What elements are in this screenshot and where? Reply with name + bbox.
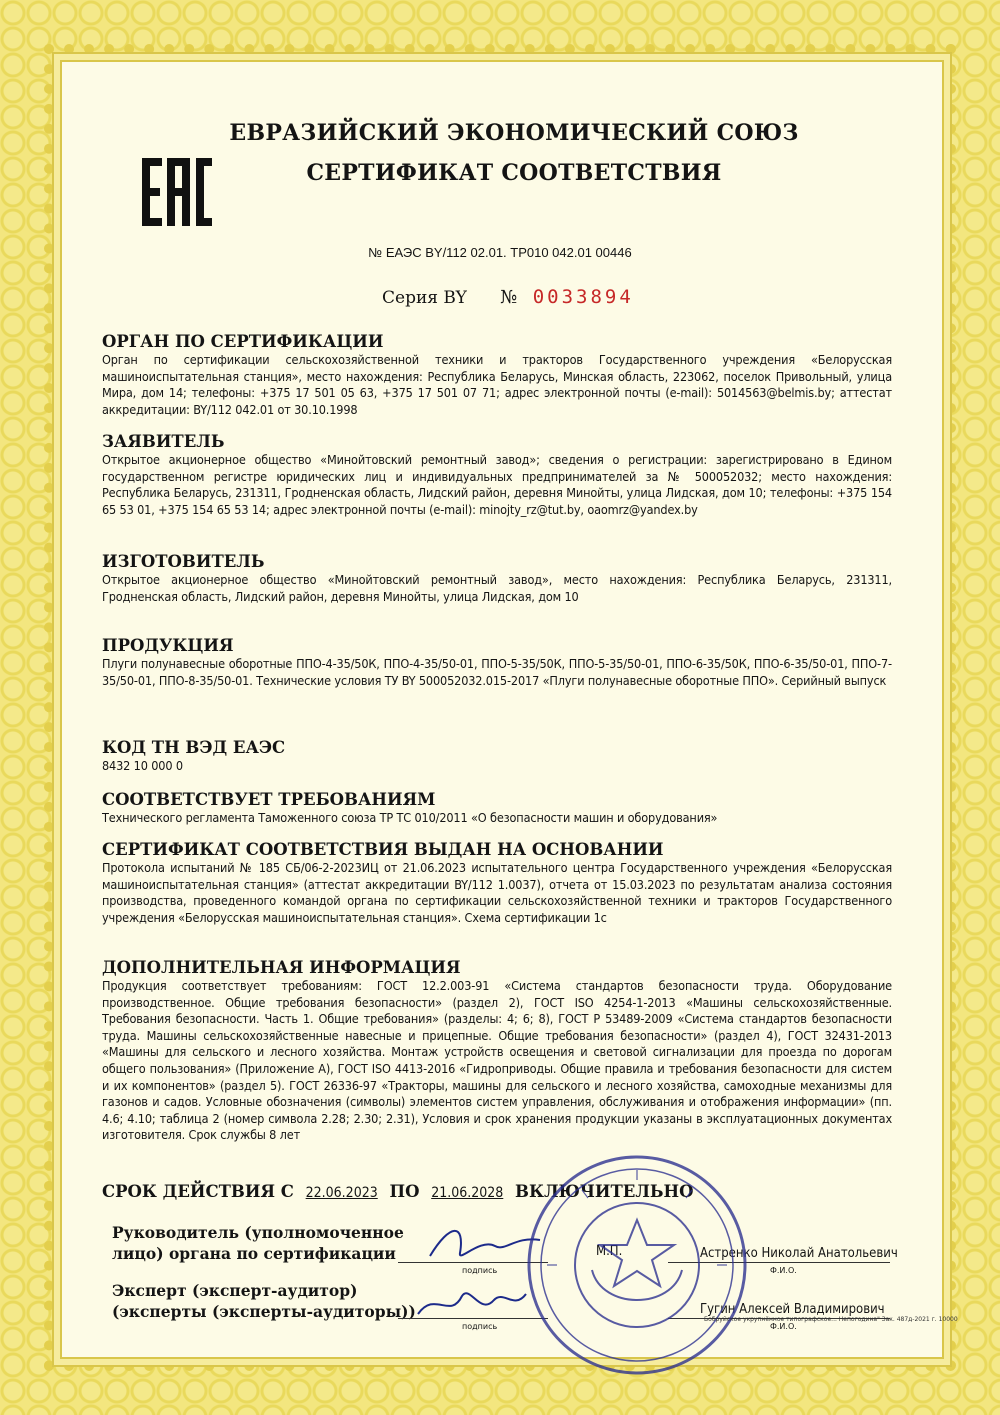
section-applicant [102,432,892,518]
validity-to-label: ПО [389,1182,420,1201]
eac-logo [140,152,214,232]
section-heading: КОД ТН ВЭД ЕАЭС [102,738,286,757]
section-heading: ДОПОЛНИТЕЛЬНАЯ ИНФОРМАЦИЯ [102,958,461,977]
stamp-mark-label: М.П. [596,1244,623,1259]
section-manufacturer [102,552,892,605]
validity-inclusive-label: ВКЛЮЧИТЕЛЬНО [515,1182,694,1201]
section-heading: ИЗГОТОВИТЕЛЬ [102,552,265,571]
section-certification-body [102,332,892,418]
head-name: Астренко Николай Анатольевич [700,1246,898,1261]
print-note: Бобруйское укрупнённое типографское... Непогодина" Зак. 487д-2021 г. 10000 [704,1316,958,1323]
certificate-number: № ЕАЭС BY/112 02.01. ТР010 042.01 00446 [368,245,632,260]
head-label-line-1: Руководитель (уполномоченное [112,1223,404,1242]
section-conforms [102,790,892,827]
section-body: Продукция соответствует требованиям: ГОСТ 12.2.003-91 «Система стандартов безопасности труда. Оборудование производственное. Общие требования безопасности» (раздел 2), ГОСТ ISO 4254-1-2013 «Машины сельскохозяйственные. Требования безопасности. Часть 1. Общие требования» (разделы: 4; 6; 8), ГОСТ Р 53489-2009 «Система стандартов безопасности труда. Машины сельскохозяйственные навесные и прицепные. Общие требования безопасности» (раздел 4), ГОСТ 32431-2013 «Машины для сельского и лесного хозяйства. Монтаж устройств освещения и световой сигнализации для проезда по дорогам общего пользования» (Приложение А), ГОСТ ISO 4413-2016 «Гидроприводы. Общие правила и требования безопасности для систем и их компонентов» (раздел 5). ГОСТ 26336-97 «Тракторы, машины для сельского и лесного хозяйства, самоходные механизмы для газонов и садов. Условные обозначения (символы) элементов систем управления, обслуживания и отображения информации» (пп. 4.6; 4.10; таблица 2 (номер символа 2.28; 2.30; 2.31), Условия и срок хранения продукции указаны в эксплуатационных документах изготовителя. Срок службы 8 лет [102,978,892,1143]
validity-from-label: СРОК ДЕЙСТВИЯ С [102,1182,294,1201]
section-tn-ved-code [102,738,892,775]
head-name-caption: Ф.И.О. [770,1266,797,1275]
section-heading: ОРГАН ПО СЕРТИФИКАЦИИ [102,332,384,351]
eac-mark-icon [140,152,214,232]
head-label-line-2: лицо) органа по сертификации [112,1244,396,1263]
expert-name: Гугин Алексей Владимирович [700,1302,885,1317]
validity-date-to: 21.06.2028 [431,1185,504,1201]
section-issued-basis [102,840,892,926]
series-number: 0033894 [532,286,634,308]
section-products [102,636,892,689]
official-stamp-icon [522,1150,752,1380]
expert-label-line-2: (эксперты (эксперты-аудиторы)) [112,1302,416,1321]
section-heading: ПРОДУКЦИЯ [102,636,234,655]
section-heading: СООТВЕТСТВУЕТ ТРЕБОВАНИЯМ [102,790,436,809]
expert-label [112,1280,416,1322]
series-line [382,286,634,308]
section-body: Открытое акционерное общество «Минойтовский ремонтный завод»; сведения о регистрации: зарегистрировано в Едином государственном регистре юридических лиц и индивидуальных предпринимателей за № 500052032; место нахождения: Республика Беларусь, 231311, Гродненская область, Лидский район, деревня Минойты, улица Лидская, дом 10; телефоны: +375 154 65 53 01, +375 154 65 53 14; адрес электронной почты (e-mail): minojty_rz@tut.by, oaomrz@yandex.by [102,452,892,517]
expert-label-line-1: Эксперт (эксперт-аудитор) [112,1281,358,1300]
validity-period [102,1182,902,1201]
expert-name-caption: Ф.И.О. [770,1322,797,1331]
series-label: Серия BY [382,288,467,308]
section-body: Открытое акционерное общество «Минойтовский ремонтный завод», место нахождения: Республика Беларусь, 231311, Гродненская область, Лидский район, деревня Минойты, улица Лидская, дом 10 [102,572,892,604]
section-body: Плуги полунавесные оборотные ППО-4-35/50К, ППО-4-35/50-01, ППО-5-35/50К, ППО-5-35/50-01, ППО-6-35/50К, ППО-6-35/50-01, ППО-7-35/50-01, ППО-8-35/50-01. Технические условия ТУ BY 500052032.015-2017 «Плуги полунавесные оборотные ППО». Серийный выпуск [102,656,892,688]
section-body: 8432 10 000 0 [102,758,183,773]
validity-date-from: 22.06.2023 [305,1185,378,1201]
section-heading: ЗАЯВИТЕЛЬ [102,432,225,451]
union-title: ЕВРАЗИЙСКИЙ ЭКОНОМИЧЕСКИЙ СОЮЗ [229,120,799,146]
section-body: Орган по сертификации сельскохозяйственной техники и тракторов Государственного учреждения «Белорусская машиноиспытательная станция», место нахождения: Республика Беларусь, Минская область, 223062, поселок Привольный, улица Мира, дом 14; телефоны: +375 17 501 05 63, +375 17 501 07 71; адрес электронной почты (e-mail): 5014563@belmis.by; аттестат аккредитации: BY/112 042.01 от 30.10.1998 [102,352,892,417]
section-body: Технического регламента Таможенного союза ТР ТС 010/2011 «О безопасности машин и оборудования» [102,810,718,825]
section-additional-info [102,958,892,1144]
number-sign: № [500,287,518,308]
document-title: СЕРТИФИКАТ СООТВЕТСТВИЯ [306,160,722,186]
expert-signature [410,1280,530,1324]
head-label [112,1222,404,1264]
head-sign-caption: подпись [462,1266,498,1275]
section-body: Протокола испытаний № 185 СБ/06-2-2023ИЦ от 21.06.2023 испытательного центра Государственного учреждения «Белорусская машиноиспытательная станция» (аттестат аккредитации BY/112 1.0037), отчета от 15.03.2023 по результатам анализа состояния производства, проведенного командой органа по сертификации сельскохозяйственной техники и тракторов Государственного учреждения «Белорусская машиноиспытательная станция». Схема сертификации 1с [102,860,892,925]
section-heading: СЕРТИФИКАТ СООТВЕТСТВИЯ ВЫДАН НА ОСНОВАНИИ [102,840,664,859]
expert-sign-caption: подпись [462,1322,498,1331]
